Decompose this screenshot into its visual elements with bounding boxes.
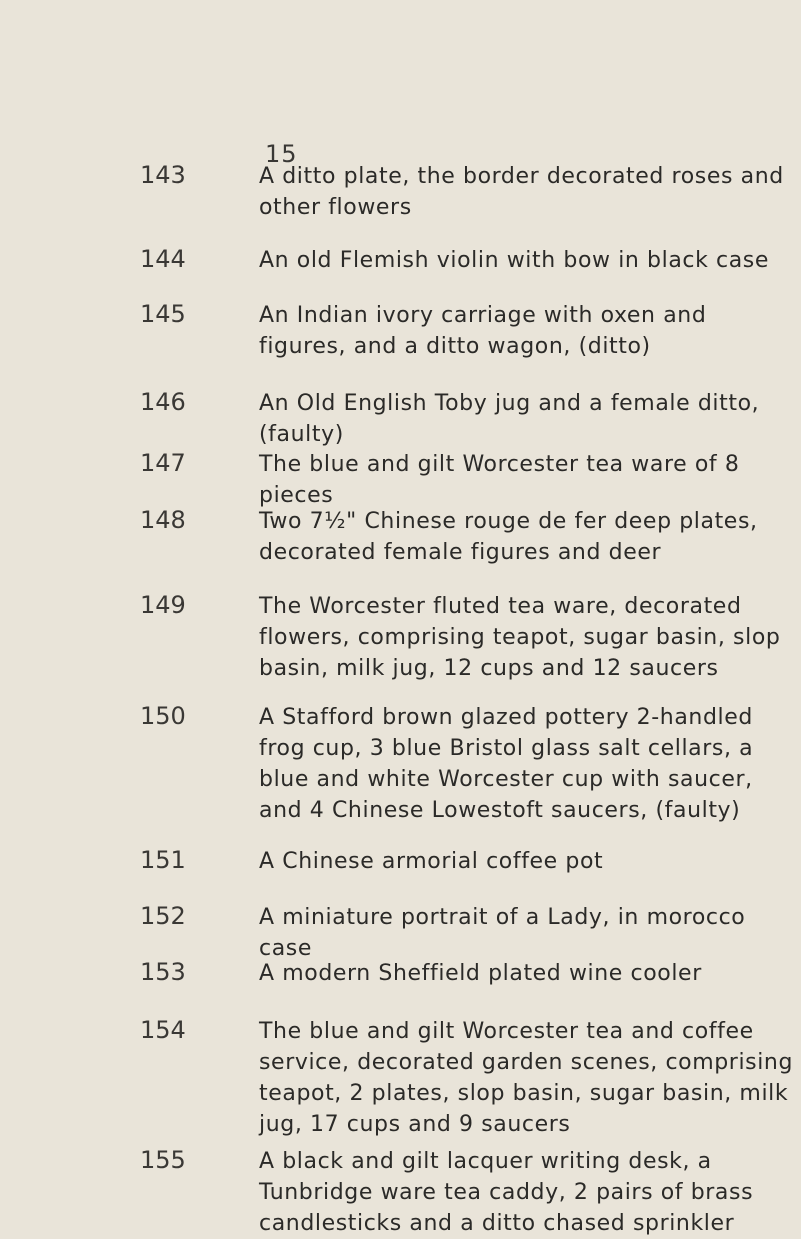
lot-description: A Stafford brown glazed pottery 2-handled frog cup, 3 blue Bristol glass salt cellars, a blue and white Worcester cup with saucer, and 4 Chinese Lowestoft saucers, (faulty) [259,705,754,823]
lot-description: A black and gilt lacquer writing desk, a Tunbridge ware tea caddy, 2 pairs of brass candlesticks and a ditto chased sprinkler [259,1149,754,1236]
lot-description: An Old English Toby jug and a female ditto, (faulty) [259,391,760,447]
lot-number: 144 [140,245,186,273]
lot-number: 145 [140,300,186,328]
lot-number: 151 [140,846,186,874]
lot-description: Two 7½" Chinese rouge de fer deep plates, decorated female figures and deer [259,509,758,565]
lot-number: 146 [140,388,186,416]
lot-description: A ditto plate, the border decorated roses and other flowers [259,164,784,220]
lot-number: 153 [140,958,186,986]
lot-description: A Chinese armorial coffee pot [259,849,604,874]
lot-number: 152 [140,902,186,930]
lot-number: 154 [140,1016,186,1044]
lot-number: 150 [140,702,186,730]
lot-description: An old Flemish violin with bow in black case [259,248,770,273]
lot-number: 147 [140,449,186,477]
lot-description: A miniature portrait of a Lady, in morocco case [259,905,746,961]
lot-description: A modern Sheffield plated wine cooler [259,961,702,986]
lot-number: 143 [140,161,186,189]
page-number: 15 [265,140,298,168]
lot-description: The Worcester fluted tea ware, decorated flowers, comprising teapot, sugar basin, slop basin, milk jug, 12 cups and 12 saucers [259,594,781,681]
lot-description: The blue and gilt Worcester tea and coffee service, decorated garden scenes, comprising teapot, 2 plates, slop basin, sugar basin, milk jug, 17 cups and 9 saucers [259,1019,794,1137]
lot-number: 149 [140,591,186,619]
lot-number: 155 [140,1146,186,1174]
lot-description: An Indian ivory carriage with oxen and figures, and a ditto wagon, (ditto) [259,303,707,359]
lot-number: 148 [140,506,186,534]
lot-description: The blue and gilt Worcester tea ware of 8 pieces [259,452,740,508]
